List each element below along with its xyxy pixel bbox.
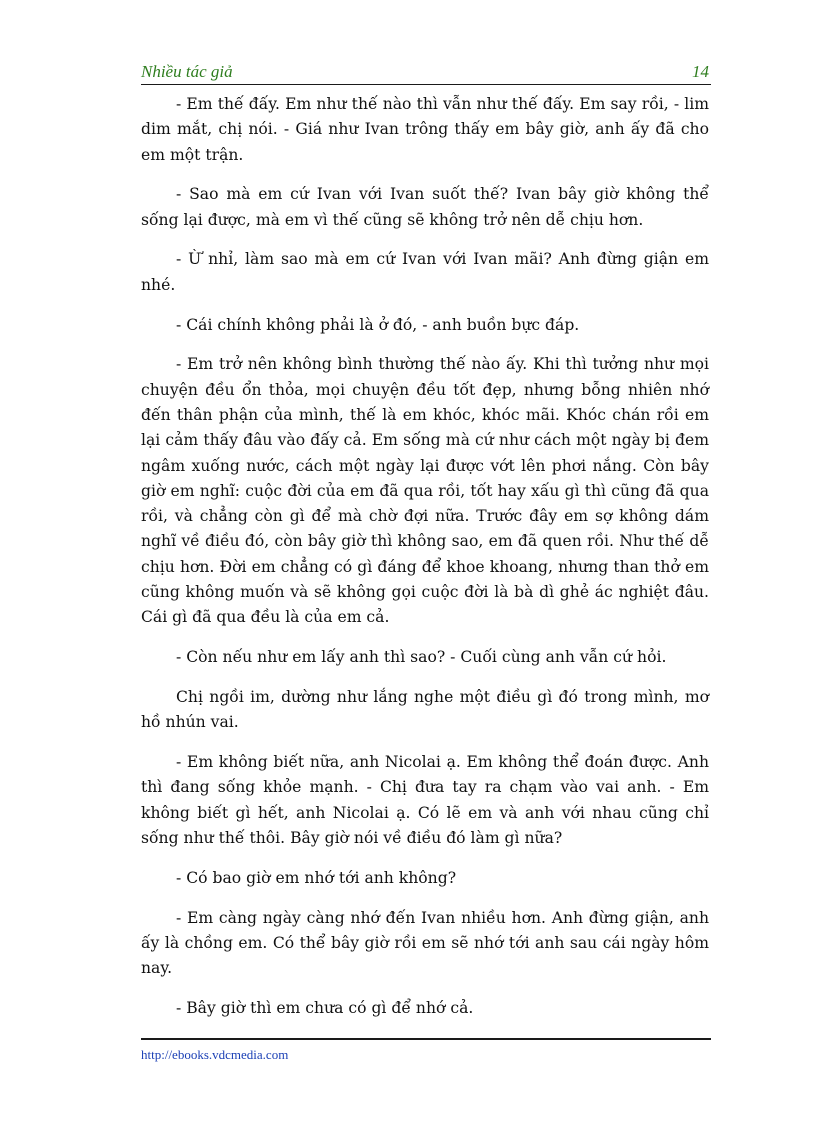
page-header — [141, 60, 711, 85]
paragraph: - Còn nếu như em lấy anh thì sao? - Cuối cùng anh vẫn cứ hỏi. — [176, 648, 667, 667]
paragraph: - Cái chính không phải là ở đó, - anh buồn bực đáp. — [176, 315, 580, 334]
paragraph: - Bây giờ thì em chưa có gì để nhớ cả. — [176, 998, 474, 1017]
paragraph: - Có bao giờ em nhớ tới anh không? — [176, 868, 457, 887]
footer-divider — [141, 1038, 711, 1040]
book-title: Nhiều tác giả — [141, 62, 233, 81]
paragraph: - Em càng ngày càng nhớ đến Ivan nhiều hơn. Anh đừng giận, anh ấy là chồng em. Có thể bây giờ rồi em sẽ nhớ tới anh sau cái ngày hôm nay. — [141, 908, 709, 978]
paragraph: - Em thế đấy. Em như thế nào thì vẫn như thế đấy. Em say rồi, - lim dim mắt, chị nói. - Giá như Ivan trông thấy em bây giờ, anh ấy đã cho em một trận. — [141, 95, 709, 164]
paragraph: Chị ngồi im, dường như lắng nghe một điều gì đó trong mình, mơ hồ nhún vai. — [141, 687, 709, 732]
page-number: 14 — [692, 62, 709, 81]
footer-link[interactable]: http://ebooks.vdcmedia.com — [141, 1047, 289, 1062]
paragraph: - Sao mà em cứ Ivan với Ivan suốt thế? Ivan bây giờ không thể sống lại được, mà em vì thế cũng sẽ không trở nên dễ chịu hơn. — [141, 185, 709, 229]
paragraph: - Ừ nhỉ, làm sao mà em cứ Ivan với Ivan mãi? Anh đừng giận em nhé. — [141, 250, 709, 294]
paragraph: - Em không biết nữa, anh Nicolai ạ. Em không thể đoán được. Anh thì đang sống khỏe mạnh. - Chị đưa tay ra chạm vào vai anh. - Em không biết gì hết, anh Nicolai ạ. Có lẽ em và anh với nhau cũng chỉ sống như thế thôi. Bây giờ nói về điều đó làm gì nữa? — [141, 753, 709, 847]
page-body — [141, 92, 709, 1036]
paragraph: - Em trở nên không bình thường thế nào ấy. Khi thì tưởng như mọi chuyện đều ổn thỏa, mọi chuyện đều tốt đẹp, nhưng bỗng nhiên nhớ đến thân phận của mình, thế là em khóc, khóc mãi. Khóc chán rồi em lại cảm thấy đâu vào đấy cả. Em sống mà cứ như cách một ngày bị đem ngâm xuống nước, cách một ngày lại được vớt lên phơi nắng. Còn bây giờ em nghĩ: cuộc đời của em đã qua rồi, tốt hay xấu gì thì cũng đã qua rồi, và chẳng còn gì để mà chờ đợi nữa. Trước đây em sợ không dám nghĩ về điều đó, còn bây giờ thì không sao, em đã quen rồi. Như thế dễ chịu hơn. Đời em chẳng có gì đáng để khoe khoang, nhưng than thở em cũng không muốn và sẽ không gọi cuộc đời là bà dì ghẻ ác nghiệt đâu. Cái gì đã qua đều là của em cả. — [141, 355, 709, 627]
